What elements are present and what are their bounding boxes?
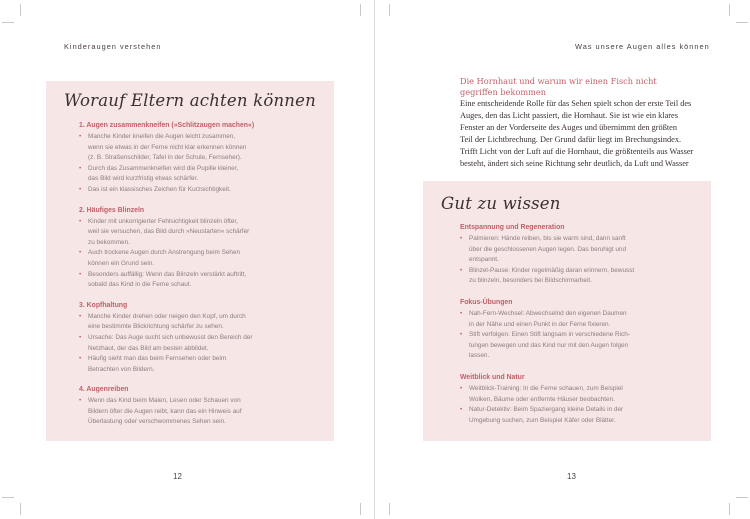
bullet-item bbox=[79, 270, 329, 291]
bullet-line: zu bekommen. bbox=[88, 238, 130, 246]
crop-mark bbox=[729, 4, 730, 16]
article-body bbox=[460, 98, 720, 169]
box-section bbox=[79, 206, 329, 291]
bullet-item bbox=[460, 384, 708, 405]
article-heading bbox=[460, 76, 720, 98]
article-body-line: Teil der Lichtbrechung. Der Grund dafür liegt im Brechungsindex. bbox=[460, 134, 682, 144]
box-title-left: Worauf Eltern achten können bbox=[64, 91, 316, 110]
bullet-icon: • bbox=[79, 333, 82, 341]
box-section bbox=[460, 373, 708, 426]
bullet-icon: • bbox=[79, 355, 82, 363]
bullet-line: Auch trockene Augen durch Anstrengung beim Sehen bbox=[88, 249, 241, 257]
bullet-line: sobald das Kind in die Ferne schaut. bbox=[88, 281, 192, 289]
bullet-line: in der Nähe und einen Punkt in der Ferne fixieren. bbox=[469, 320, 611, 328]
bullet-line: Netzhaut, der das Bild am besten abbildet. bbox=[88, 344, 209, 352]
crop-mark bbox=[2, 497, 14, 498]
bullet-icon: • bbox=[79, 312, 82, 320]
bullet-icon: • bbox=[79, 217, 82, 225]
info-box-left bbox=[46, 81, 334, 441]
bullet-line: weil sie versuchen, das Bild durch »Neustarten« schärfer bbox=[88, 228, 250, 236]
article-body-line: Fenster an der Vorderseite des Auges und übernimmt den größten bbox=[460, 122, 677, 132]
bullet-icon: • bbox=[460, 331, 463, 339]
article-body-line: Trifft Licht von der Luft auf die Hornhaut, die größtenteils aus Wasser bbox=[460, 146, 694, 156]
bullet-icon: • bbox=[79, 133, 82, 140]
bullet-line: Umgebung suchen, zum Beispiel Käfer oder Blätter. bbox=[469, 416, 616, 424]
bullet-line: Wolken, Bäume oder entfernte Häuser beobachten. bbox=[469, 395, 615, 403]
running-head-right: Was unsere Augen alles können bbox=[575, 42, 710, 51]
bullet-item bbox=[79, 354, 329, 375]
crop-mark bbox=[389, 4, 390, 16]
page-number-right: 13 bbox=[567, 472, 576, 481]
bullet-line: Manche Kinder drehen oder neigen den Kopf, um durch bbox=[88, 312, 246, 320]
article-heading-line: gegriffen bekommen bbox=[460, 87, 547, 97]
bullet-icon: • bbox=[460, 235, 463, 242]
box-section bbox=[79, 121, 329, 196]
bullet-line: entspannt. bbox=[469, 256, 499, 264]
bullet-item bbox=[79, 164, 329, 185]
section-heading: Fokus-Übungen bbox=[460, 298, 513, 306]
bullet-item bbox=[79, 396, 329, 428]
article-body-line: Auges, den das Licht passiert, die Hornhaut. Sie ist wie ein klares bbox=[460, 110, 678, 120]
bullet-line: zu blinzeln, besonders bei Bildschirmarbeit. bbox=[469, 277, 592, 285]
crop-mark bbox=[729, 503, 730, 515]
bullet-item bbox=[460, 405, 708, 426]
bullet-line: Stift verfolgen: Einen Stift langsam in verschiedene Rich- bbox=[469, 331, 630, 339]
bullet-line: können ein Grund sein. bbox=[88, 259, 155, 267]
crop-mark bbox=[736, 22, 748, 23]
box-content-left bbox=[79, 121, 329, 428]
bullet-icon: • bbox=[79, 270, 82, 278]
bullet-item bbox=[460, 330, 708, 362]
bullet-line: tungen bewegen und das Kind nur mit den Augen folgen bbox=[469, 341, 629, 349]
bullet-line: Palmieren: Hände reiben, bis sie warm sind, dann sanft bbox=[469, 235, 626, 242]
bullet-item bbox=[79, 333, 329, 354]
article bbox=[460, 76, 720, 169]
crop-mark bbox=[736, 497, 748, 498]
bullet-line: Weitblick-Training: In die Ferne schauen, zum Beispiel bbox=[469, 384, 623, 392]
bullet-line: Das ist ein klassisches Zeichen für Kurzsichtigkeit. bbox=[88, 185, 231, 193]
bullet-line: Nah-Fern-Wechsel: Abwechselnd den eigenen Daumen bbox=[469, 309, 627, 317]
bullet-line: Besonders auffällig: Wenn das Blinzeln verstärkt auftritt, bbox=[88, 270, 247, 278]
bullet-icon: • bbox=[79, 397, 82, 405]
crop-mark bbox=[389, 503, 390, 515]
section-heading: Weitblick und Natur bbox=[460, 373, 525, 381]
bullet-icon: • bbox=[79, 164, 82, 172]
running-head-left: Kinderaugen verstehen bbox=[64, 42, 162, 51]
bullet-icon: • bbox=[460, 309, 463, 317]
bullet-icon: • bbox=[460, 384, 463, 392]
bullet-item bbox=[460, 266, 708, 287]
section-heading: 4. Augenreiben bbox=[79, 386, 129, 394]
crop-mark bbox=[360, 503, 361, 515]
bullet-line: wenn sie etwas in der Ferne nicht klar erkennen können bbox=[88, 143, 247, 151]
section-heading: 3. Kopfhaltung bbox=[79, 301, 128, 309]
crop-mark bbox=[2, 22, 14, 23]
bullet-line: Überlastung oder verschwommenes Sehen sein. bbox=[88, 418, 226, 426]
section-heading: 2. Häufiges Blinzeln bbox=[79, 206, 145, 214]
info-box-right bbox=[423, 181, 711, 441]
bullet-icon: • bbox=[79, 249, 82, 257]
bullet-line: (z. B. Straßenschilder, Tafel in der Schule, Fernseher). bbox=[88, 154, 242, 162]
article-body-line: Eine entscheidende Rolle für das Sehen spielt schon der erste Teil des bbox=[460, 99, 692, 108]
box-title-right: Gut zu wissen bbox=[441, 194, 561, 213]
crop-mark bbox=[360, 4, 361, 16]
section-heading: 1. Augen zusammenkneifen (»Schlitzaugen machen«) bbox=[79, 122, 255, 129]
bullet-icon: • bbox=[79, 185, 82, 193]
bullet-item bbox=[79, 132, 329, 164]
bullet-item bbox=[79, 185, 329, 196]
bullet-line: Bildern öfter die Augen reibt, kann das ein Hinweis auf bbox=[88, 407, 242, 415]
page-number-left: 12 bbox=[173, 472, 182, 481]
box-section bbox=[460, 298, 708, 362]
bullet-line: Kinder mit unkorrigierter Fehlsichtigkeit blinzeln öfter, bbox=[88, 217, 238, 225]
bullet-line: über die geschlossenen Augen legen. Das beruhigt und bbox=[469, 245, 627, 253]
box-content-right bbox=[460, 223, 708, 426]
article-body-line: besteht, ändert sich seine Richtung sehr deutlich, da Luft und Wasser bbox=[460, 158, 689, 168]
bullet-line: lassen. bbox=[469, 352, 490, 360]
bullet-line: Manche Kinder kneifen die Augen leicht zusammen, bbox=[88, 133, 236, 140]
box-section bbox=[79, 301, 329, 376]
bullet-line: Natur-Detektiv: Beim Spaziergang kleine Details in der bbox=[469, 406, 624, 414]
bullet-item bbox=[79, 312, 329, 333]
bullet-icon: • bbox=[460, 406, 463, 414]
article-heading-line: Die Hornhaut und warum wir einen Fisch nicht bbox=[460, 76, 657, 86]
bullet-item bbox=[460, 234, 708, 266]
box-section bbox=[460, 223, 708, 287]
box-section bbox=[79, 385, 329, 428]
crop-mark bbox=[20, 4, 21, 16]
bullet-line: Betrachten von Bildern. bbox=[88, 365, 155, 373]
bullet-line: Häufig sieht man das beim Fernsehen oder beim bbox=[88, 355, 227, 363]
page-fold bbox=[374, 0, 375, 519]
bullet-item bbox=[79, 248, 329, 269]
bullet-line: Durch das Zusammenkneifen wird die Pupille kleiner, bbox=[88, 164, 239, 172]
bullet-item bbox=[79, 217, 329, 249]
crop-mark bbox=[20, 503, 21, 515]
bullet-icon: • bbox=[460, 266, 463, 274]
bullet-item bbox=[460, 309, 708, 330]
bullet-line: Ursache: Das Auge sucht sich unbewusst den Bereich der bbox=[88, 333, 253, 341]
section-heading: Entspannung und Regeneration bbox=[460, 224, 565, 231]
bullet-line: Blinzel-Pause: Kinder regelmäßig daran erinnern, bewusst bbox=[469, 266, 635, 274]
bullet-line: Wenn das Kind beim Malen, Lesen oder Schauen von bbox=[88, 397, 241, 405]
bullet-line: das Bild wird kurzfristig etwas schärfer. bbox=[88, 175, 199, 183]
bullet-line: eine bestimmte Blickrichtung schärfer zu sehen. bbox=[88, 323, 224, 331]
